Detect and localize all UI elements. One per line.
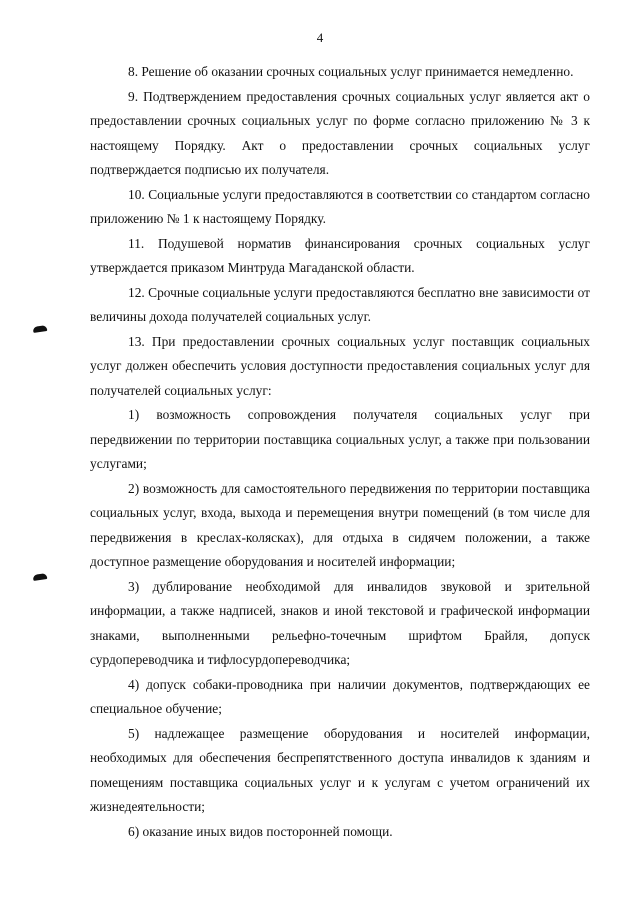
paragraph-10: 10. Социальные услуги предоставляются в соответствии со стандартом согласно приложению № 1 к настоящему Порядку.	[90, 186, 590, 226]
paragraph-9: 9. Подтверждением предоставления срочных социальных услуг является акт о предоставлении срочных социальных услуг по форме согласно приложению № 3 к настоящему Порядку. Акт о предоставлении срочных социальных услуг подтверждается подписью их получателя.	[90, 88, 590, 177]
page-number: 4	[316, 30, 324, 45]
paragraph-13: 13. При предоставлении срочных социальных услуг поставщик социальных услуг должен обеспечить условия доступности предоставления социальных услуг для получателей социальных услуг:	[90, 333, 590, 398]
list-item-5: 5) надлежащее размещение оборудования и носителей информации, необходимых для обеспечения беспрепятственного доступа инвалидов к зданиям и помещениям поставщика социальных услуг и к услугам с учетом ограничений их жизнедеятельности;	[90, 725, 590, 814]
list-item-6: 6) оказание иных видов посторонней помощи.	[128, 823, 393, 839]
paragraph-12: 12. Срочные социальные услуги предоставляются бесплатно вне зависимости от величины дохода получателей социальных услуг.	[90, 284, 590, 324]
binder-hole-mark-top	[33, 325, 48, 333]
list-item-2: 2) возможность для самостоятельного передвижения по территории поставщика социальных услуг, входа, выхода и перемещения внутри помещений (в том числе для передвижения в креслах-колясках), для отдыха в сидячем положении, а также доступное размещение оборудования и носителей информации;	[90, 480, 590, 569]
list-item-1: 1) возможность сопровождения получателя социальных услуг при передвижении по территории поставщика социальных услуг, а также при пользовании услугами;	[90, 407, 590, 471]
list-item-3: 3) дублирование необходимой для инвалидов звуковой и зрительной информации, а также надписей, знаков и иной текстовой и графической информации знаками, выполненными рельефно-точечным шрифтом Брайля, допуск сурдопереводчика и тифлосурдопереводчика;	[90, 578, 590, 667]
list-item-4: 4) допуск собаки-проводника при наличии документов, подтверждающих ее специальное обучение;	[90, 676, 590, 716]
paragraph-11: 11. Подушевой норматив финансирования срочных социальных услуг утверждается приказом Минтруда Магаданской области.	[90, 235, 590, 275]
document-body	[90, 60, 590, 844]
binder-hole-mark-bottom	[33, 573, 48, 581]
paragraph-8: 8. Решение об оказании срочных социальных услуг принимается немедленно.	[128, 64, 574, 79]
